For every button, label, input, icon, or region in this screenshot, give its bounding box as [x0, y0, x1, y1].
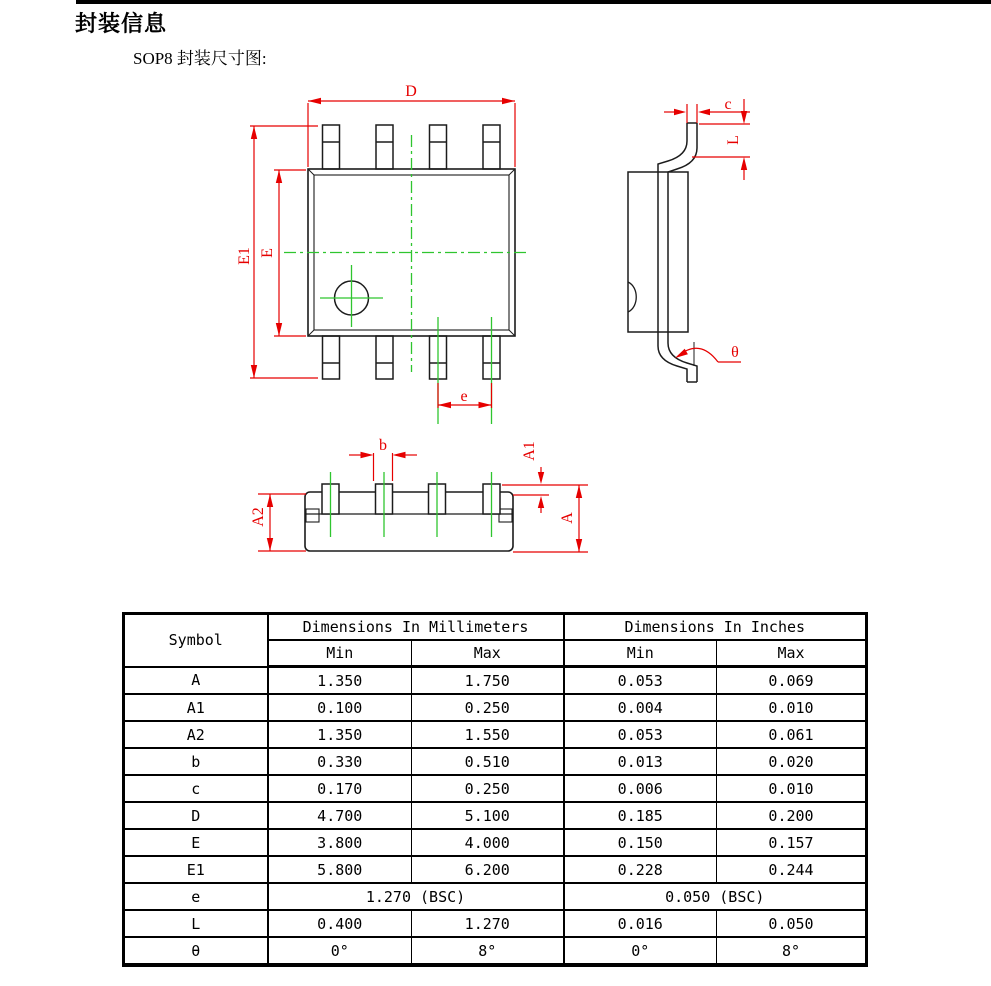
value-cell: 0.200 [717, 802, 867, 829]
value-cell: 0.050 [717, 910, 867, 937]
value-cell: 4.700 [268, 802, 412, 829]
value-cell: 0.050 (BSC) [564, 883, 867, 910]
table-row [124, 883, 867, 910]
value-cell: 1.350 [268, 721, 412, 748]
value-cell: 0.510 [412, 748, 564, 775]
value-cell: 0.330 [268, 748, 412, 775]
value-cell: 4.000 [412, 829, 564, 856]
table-row [124, 910, 867, 937]
center-lines [284, 135, 528, 424]
side-view [628, 96, 750, 382]
value-cell: 0.053 [564, 721, 717, 748]
table-row [124, 829, 867, 856]
value-cell: 5.100 [412, 802, 564, 829]
value-cell: 0.006 [564, 775, 717, 802]
symbol-cell: b [124, 748, 268, 775]
dim-label-a: A [559, 512, 576, 524]
col-header-inch-min: Min [564, 640, 717, 667]
value-cell: 0.150 [564, 829, 717, 856]
value-cell: 0.016 [564, 910, 717, 937]
dim-L [692, 99, 750, 180]
dim-A2 [250, 494, 306, 551]
dim-label-d: D [405, 83, 417, 100]
page-title: 封装信息 [75, 11, 168, 36]
dim-E1 [236, 126, 318, 378]
col-header-mm: Dimensions In Millimeters [268, 614, 564, 641]
symbol-cell: θ [124, 937, 268, 965]
dim-b [349, 437, 417, 481]
table-row [124, 937, 867, 965]
value-cell: 0.013 [564, 748, 717, 775]
dim-label-a2: A2 [250, 507, 267, 527]
dim-label-b: b [379, 437, 387, 454]
dim-label-e-pitch: e [460, 388, 468, 405]
table-row [124, 721, 867, 748]
value-cell: 5.800 [268, 856, 412, 883]
dim-E [259, 170, 306, 336]
col-header-mm-min: Min [268, 640, 412, 667]
table-row [124, 775, 867, 802]
dim-A1 [502, 441, 588, 513]
table-row [124, 667, 867, 695]
symbol-cell: A1 [124, 694, 268, 721]
symbol-cell: A2 [124, 721, 268, 748]
value-cell: 0° [268, 937, 412, 965]
value-cell: 1.550 [412, 721, 564, 748]
col-header-inch-max: Max [717, 640, 867, 667]
dim-label-e-body: E [259, 248, 276, 258]
value-cell: 0.010 [717, 775, 867, 802]
value-cell: 0.250 [412, 694, 564, 721]
top-view [236, 83, 528, 424]
value-cell: 8° [717, 937, 867, 965]
dim-theta [675, 344, 741, 362]
value-cell: 1.750 [412, 667, 564, 695]
section-subtitle: SOP8 封装尺寸图: [133, 49, 267, 68]
front-pin-centerlines [331, 472, 492, 537]
symbol-cell: A [124, 667, 268, 695]
dimensions-table [122, 612, 868, 967]
value-cell: 1.270 [412, 910, 564, 937]
value-cell: 0.004 [564, 694, 717, 721]
col-header-symbol: Symbol [124, 614, 268, 667]
value-cell: 0.053 [564, 667, 717, 695]
value-cell: 0.244 [717, 856, 867, 883]
value-cell: 0.228 [564, 856, 717, 883]
table-row [124, 802, 867, 829]
value-cell: 0.020 [717, 748, 867, 775]
side-lead [658, 123, 697, 382]
col-header-inch: Dimensions In Inches [564, 614, 867, 641]
table-row [124, 856, 867, 883]
value-cell: 0.185 [564, 802, 717, 829]
table-row [124, 748, 867, 775]
value-cell: 0.100 [268, 694, 412, 721]
value-cell: 0.170 [268, 775, 412, 802]
front-view [250, 437, 588, 552]
value-cell: 3.800 [268, 829, 412, 856]
symbol-cell: E [124, 829, 268, 856]
dim-label-a1: A1 [521, 441, 538, 461]
symbol-cell: L [124, 910, 268, 937]
dim-e-pitch [438, 383, 492, 408]
dim-label-e1: E1 [236, 247, 253, 265]
value-cell: 6.200 [412, 856, 564, 883]
symbol-cell: e [124, 883, 268, 910]
value-cell: 1.270 (BSC) [268, 883, 564, 910]
value-cell: 0.010 [717, 694, 867, 721]
symbol-cell: c [124, 775, 268, 802]
value-cell: 0° [564, 937, 717, 965]
dim-label-l: L [725, 135, 742, 145]
symbol-cell: D [124, 802, 268, 829]
value-cell: 0.250 [412, 775, 564, 802]
dim-label-theta: θ [731, 344, 739, 361]
dim-label-c: c [724, 96, 732, 113]
value-cell: 0.400 [268, 910, 412, 937]
symbol-cell: E1 [124, 856, 268, 883]
dim-c [664, 96, 750, 123]
col-header-mm-max: Max [412, 640, 564, 667]
table-row [124, 694, 867, 721]
front-pins [322, 484, 500, 514]
value-cell: 0.061 [717, 721, 867, 748]
value-cell: 1.350 [268, 667, 412, 695]
value-cell: 0.069 [717, 667, 867, 695]
side-dimple [628, 282, 636, 312]
value-cell: 8° [412, 937, 564, 965]
value-cell: 0.157 [717, 829, 867, 856]
